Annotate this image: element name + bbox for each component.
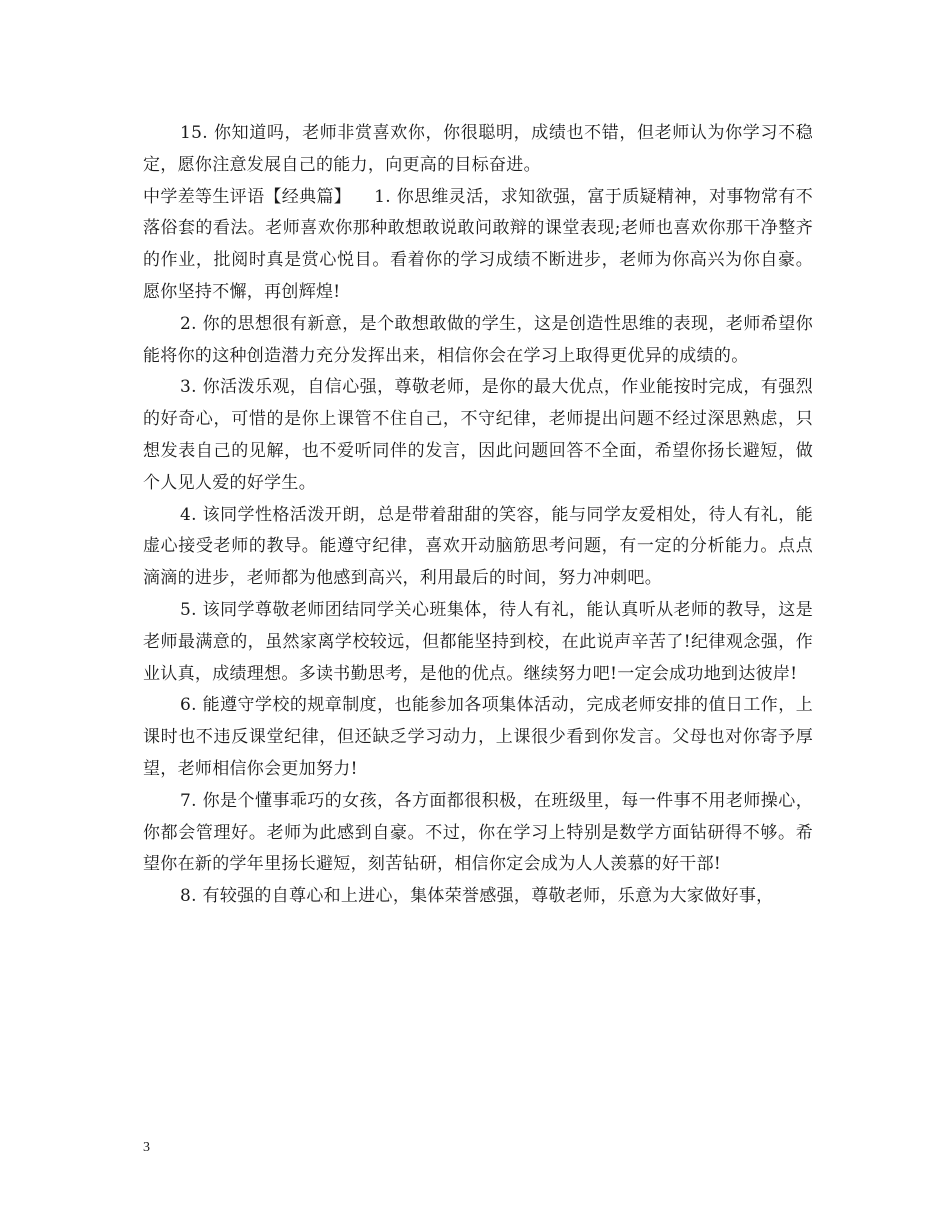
paragraph-2: 2. 你的思想很有新意，是个敢想敢做的学生，这是创造性思维的表现，老师希望你能将你的这种创造潜力充分发挥出来，相信你会在学习上取得更优异的成绩的。 bbox=[143, 313, 813, 366]
paragraph-7: 7. 你是个懂事乖巧的女孩，各方面都很积极，在班级里，每一件事不用老师操心，你都会管理好。老师为此感到自豪。不过，你在学习上特别是数学方面钻研得不够。希望你在新的学年里扬长避短，刻苦钻研，相信你定会成为人人羡慕的好干部! bbox=[143, 790, 813, 875]
document-body bbox=[143, 118, 813, 913]
paragraph-3: 3. 你活泼乐观，自信心强，尊敬老师，是你的最大优点，作业能按时完成，有强烈的好奇心，可惜的是你上课管不住自己，不守纪律，老师提出问题不经过深思熟虑，只想发表自己的见解，也不爱听同伴的发言，因此问题回答不全面，希望你扬长避短，做个人见人爱的好学生。 bbox=[143, 377, 813, 493]
paragraph-5: 5. 该同学尊敬老师团结同学关心班集体，待人有礼，能认真听从老师的教导，这是老师最满意的，虽然家离学校较远，但都能坚持到校，在此说声辛苦了!纪律观念强，作业认真，成绩理想。多读书勤思考，是他的优点。继续努力吧!一定会成功地到达彼岸! bbox=[143, 599, 813, 684]
paragraph-4: 4. 该同学性格活泼开朗，总是带着甜甜的笑容，能与同学友爱相处，待人有礼，能虚心接受老师的教导。能遵守纪律，喜欢开动脑筋思考问题，有一定的分析能力。点点滴滴的进步，老师都为他感到高兴，利用最后的时间，努力冲刺吧。 bbox=[143, 504, 813, 589]
paragraph-6: 6. 能遵守学校的规章制度，也能参加各项集体活动，完成老师安排的值日工作，上课时也不违反课堂纪律，但还缺乏学习动力，上课很少看到你发言。父母也对你寄予厚望，老师相信你会更加努力! bbox=[143, 695, 813, 779]
paragraph-8: 8. 有较强的自尊心和上进心，集体荣誉感强，尊敬老师，乐意为大家做好事， bbox=[180, 886, 774, 907]
paragraph-15: 15. 你知道吗，老师非赏喜欢你，你很聪明，成绩也不错，但老师认为你学习不稳定，愿你注意发展自己的能力，向更高的目标奋进。 bbox=[143, 123, 813, 175]
page-number: 3 bbox=[143, 1140, 150, 1155]
section-heading-paragraph: 中学差等生评语【经典篇】 1. 你思维灵活，求知欲强，富于质疑精神，对事物常有不落俗套的看法。老师喜欢你那种敢想敢说敢问敢辩的课堂表现;老师也喜欢你那干净整齐的作业，批阅时真是赏心悦目。看着你的学习成绩不断进步，老师为你高兴为你自豪。愿你坚持不懈，再创辉煌! bbox=[143, 186, 813, 302]
